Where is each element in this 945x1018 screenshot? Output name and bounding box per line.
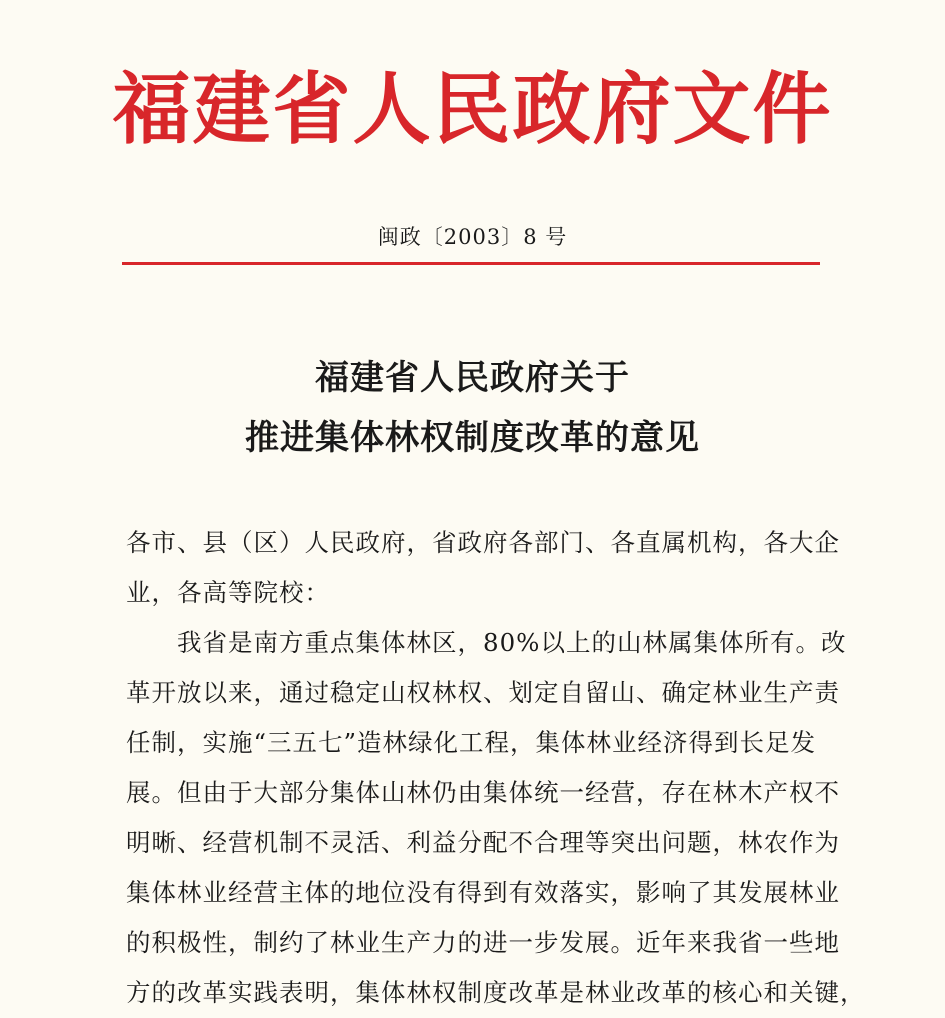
body-line: 我省是南方重点集体林区，80%以上的山林属集体所有。改	[126, 628, 847, 657]
body-line: 展。但由于大部分集体山林仍由集体统一经营，存在林木产权不	[126, 778, 840, 807]
document-title-line-2: 推进集体林权制度改革的意见	[245, 418, 700, 458]
document-title-line-1: 福建省人民政府关于	[315, 358, 630, 398]
body-line: 集体林业经营主体的地位没有得到有效落实，影响了其发展林业	[126, 878, 840, 907]
body-line: 方的改革实践表明，集体林权制度改革是林业改革的核心和关键，	[126, 978, 866, 1007]
body-line: 业，各高等院校：	[126, 578, 330, 607]
red-divider-line	[122, 262, 820, 265]
issuing-authority-banner: 福建省人民政府文件	[112, 64, 833, 155]
document-body	[126, 518, 866, 1018]
body-line: 任制，实施“三五七”造林绿化工程，集体林业经济得到长足发	[126, 728, 817, 757]
body-line: 明晰、经营机制不灵活、利益分配不合理等突出问题，林农作为	[126, 828, 840, 857]
body-line: 各市、县（区）人民政府，省政府各部门、各直属机构，各大企	[126, 528, 840, 557]
document-number: 闽政〔2003〕8 号	[377, 225, 568, 249]
body-line: 的积极性，制约了林业生产力的进一步发展。近年来我省一些地	[126, 928, 840, 957]
body-line: 革开放以来，通过稳定山权林权、划定自留山、确定林业生产责	[126, 678, 840, 707]
